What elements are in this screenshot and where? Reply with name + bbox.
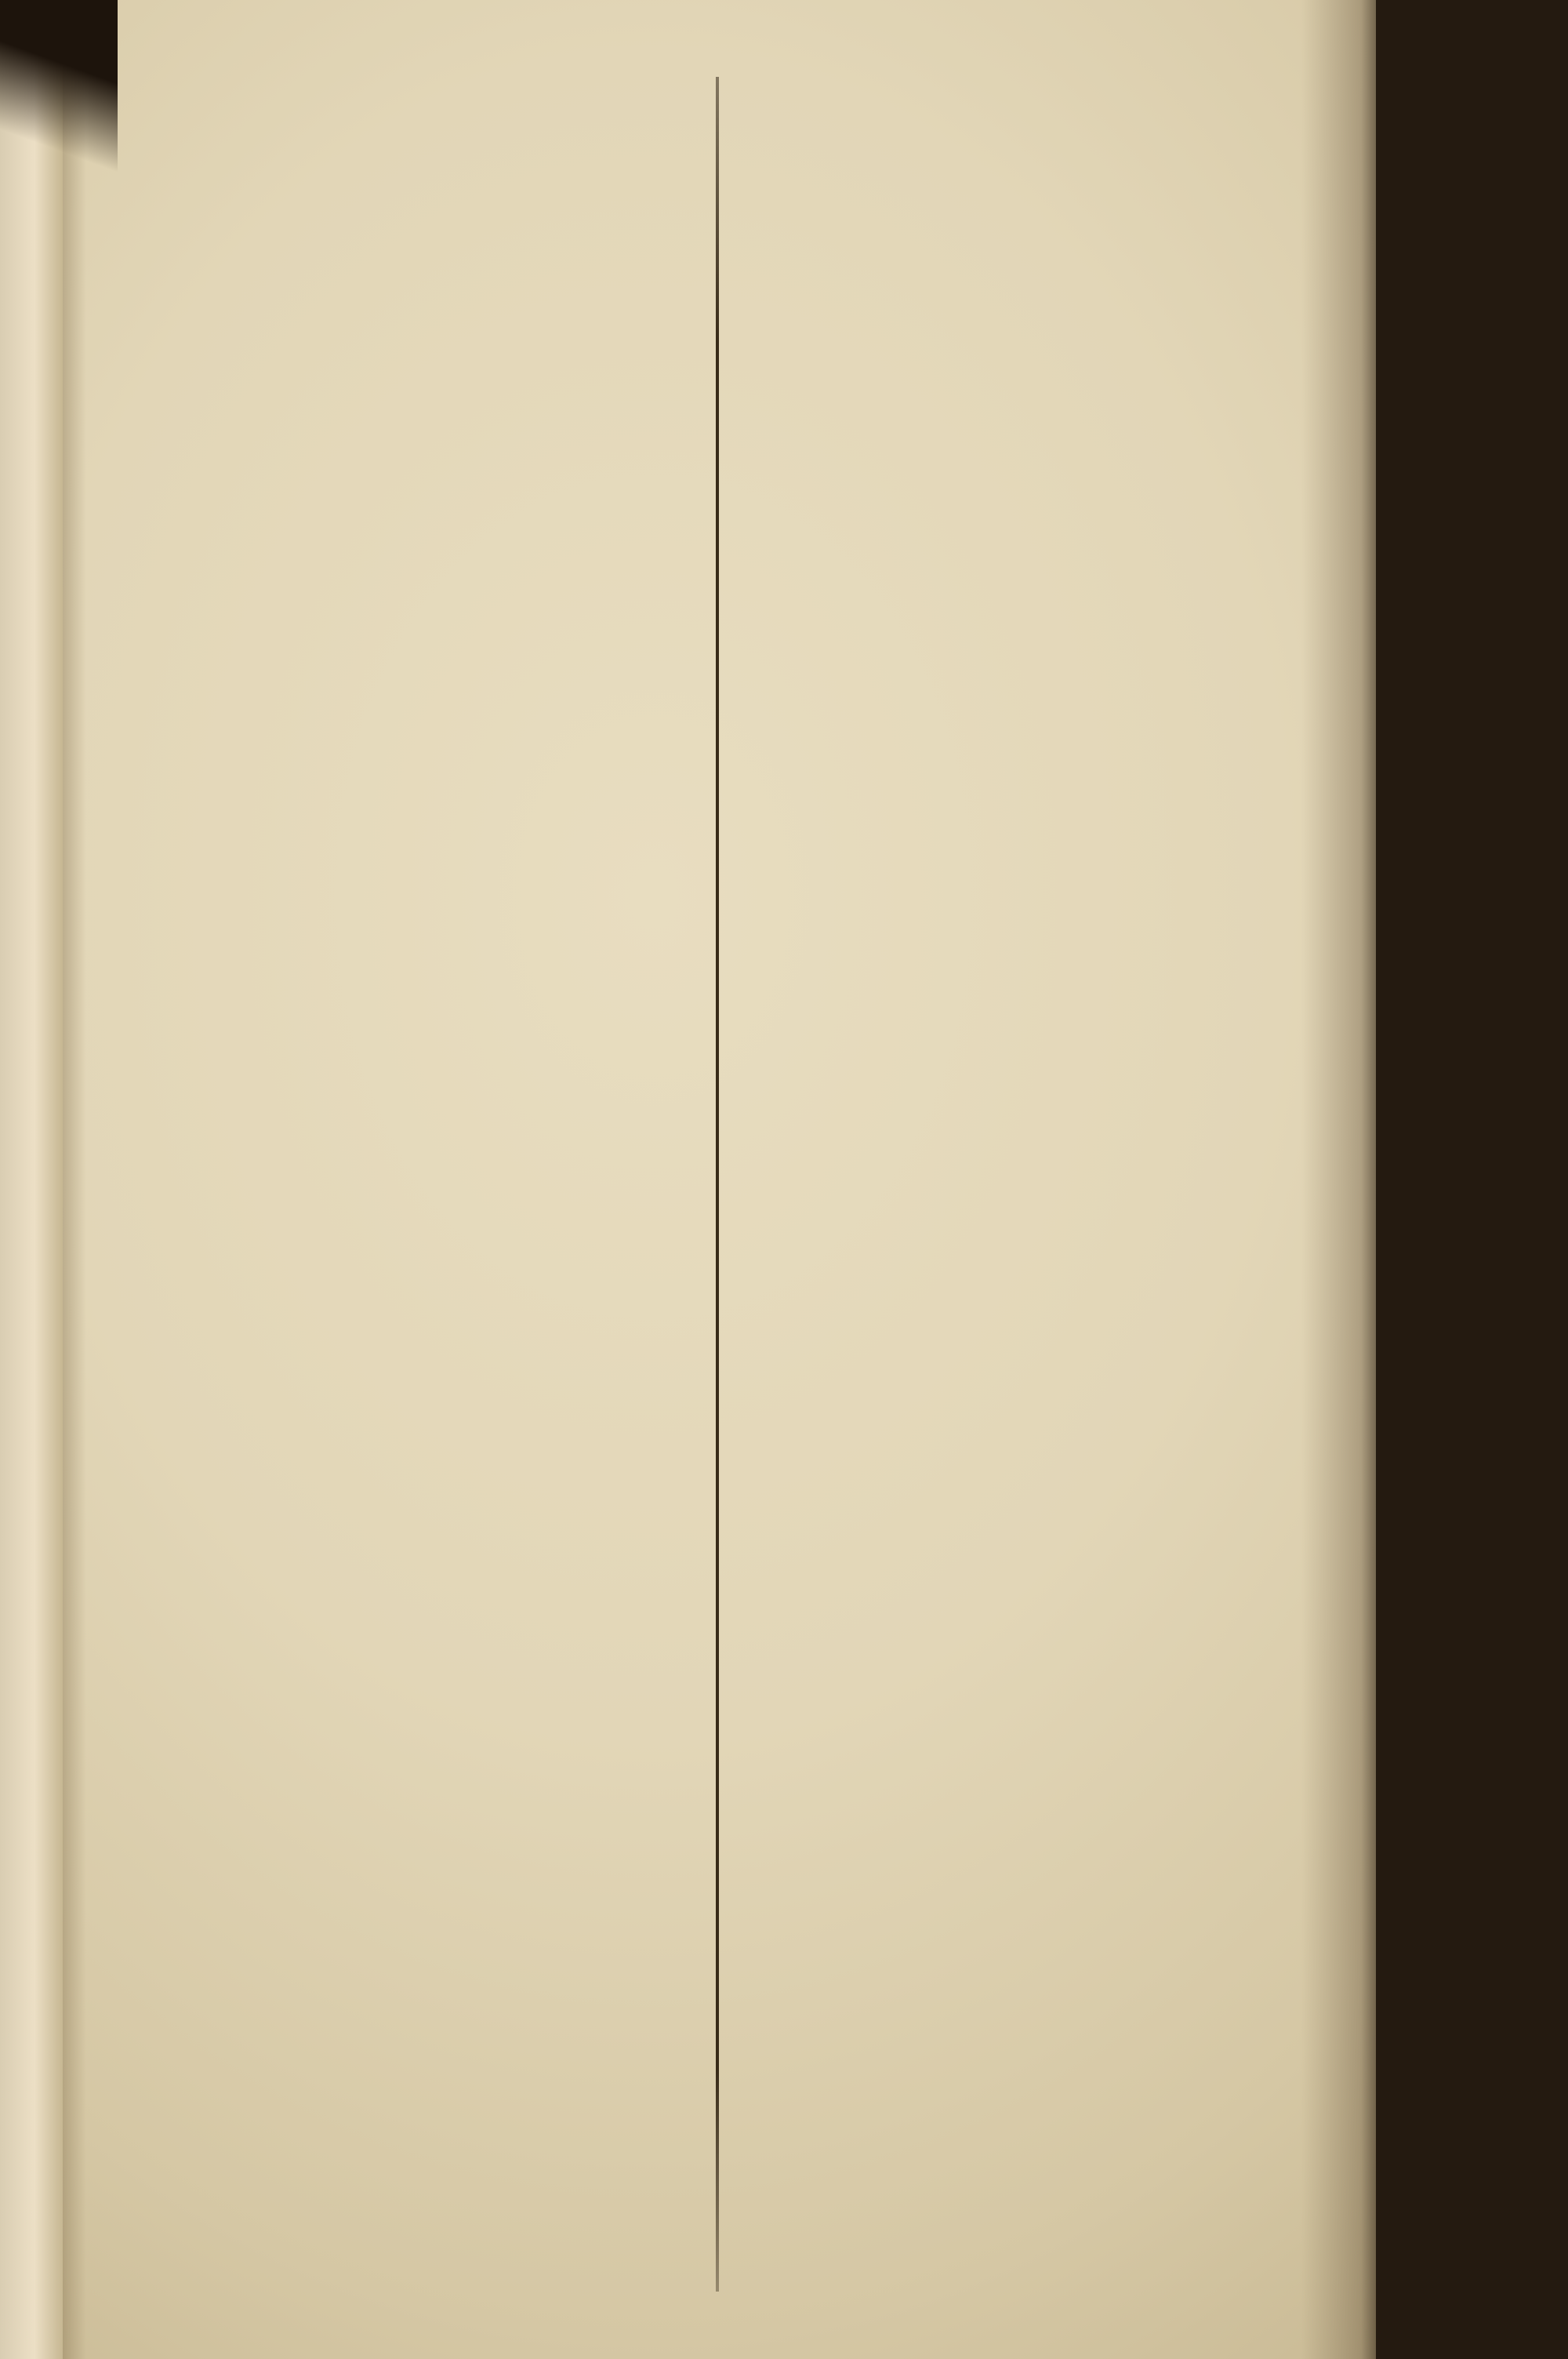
underlying-page-edge [0,0,63,2359]
book-page [63,0,1376,2359]
facing-page-edge [1376,0,1568,2359]
photo-corner-shadow [0,0,118,235]
column-divider-line [716,77,719,2292]
